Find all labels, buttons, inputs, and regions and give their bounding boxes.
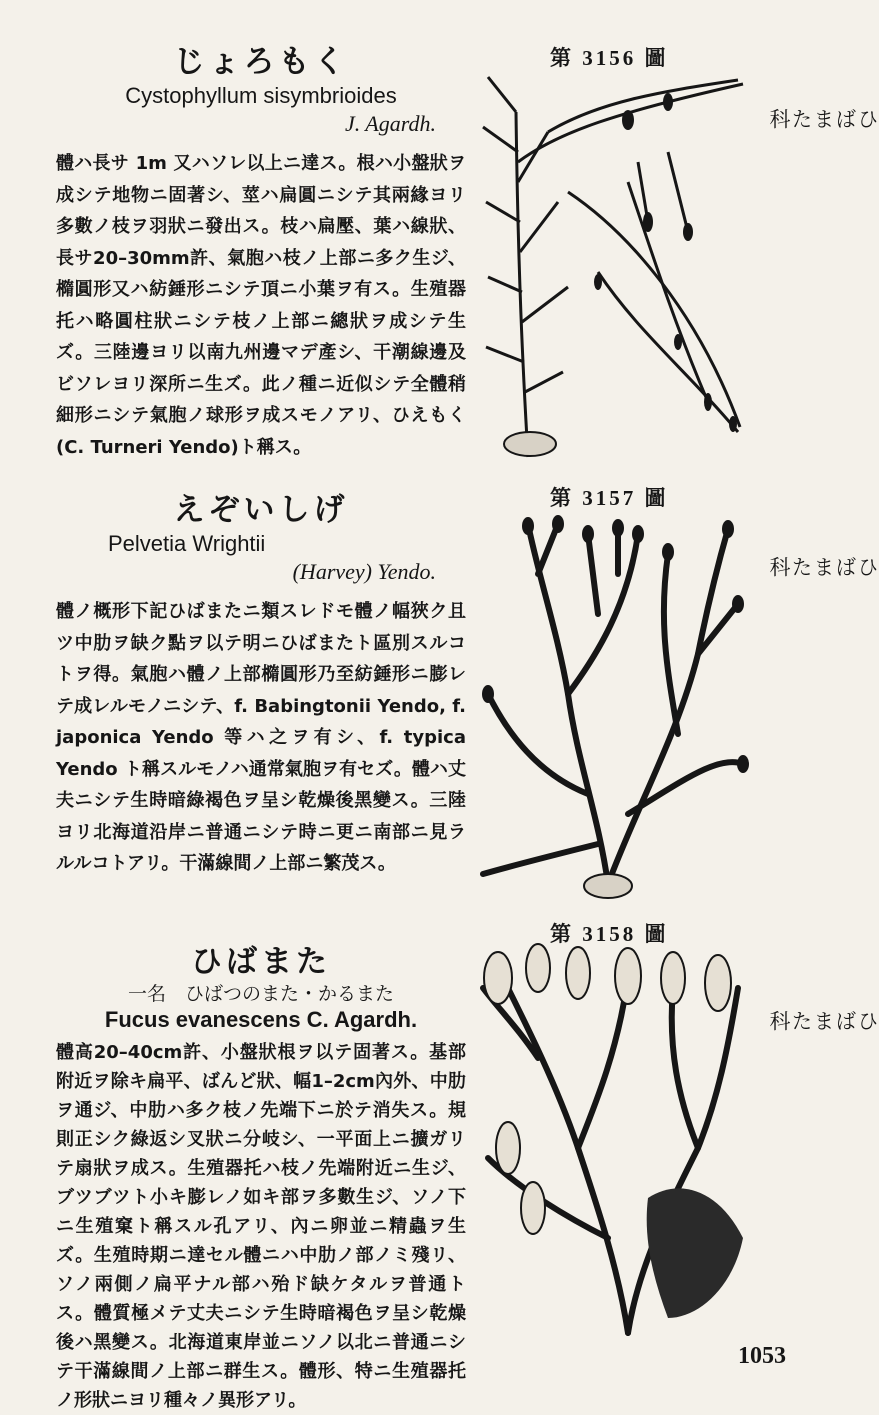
entry-text (56, 942, 466, 1415)
species-latin-name: Fucus evanescens C. Agardh. (104, 1007, 418, 1032)
seaweed-illustration (478, 514, 748, 904)
page-number: 1053 (738, 1343, 786, 1369)
family-label: ひばまた科 (767, 556, 879, 578)
seaweed-illustration (478, 72, 748, 462)
species-alternate-name: 一名 ひばつのまた・かるまた (127, 983, 394, 1005)
figure-label: 第 3157 圖 (550, 486, 669, 510)
species-latin-name: Pelvetia Wrightii (108, 531, 266, 556)
species-description: 體ノ概形下記ひばまたニ類スレドモ體ノ幅狹ク且ツ中肋ヲ缺ク點ヲ以テ明ニひばまたト區別スルコトヲ得。氣胞ハ體ノ上部橢圓形乃至紡錘形ニ膨レテ成レルモノニシテ、f. Babingtonii Yendo, f. japonica Yendo 等ハ之ヲ有シ、f. typica Yendo ト稱スルモノハ通常氣胞ヲ有セズ。體ハ丈夫ニシテ生時暗綠褐色ヲ呈シ乾燥後黑變ス。三陸ヨリ北海道沿岸ニ普通ニシテ時ニ更ニ南部ニ見ラルルコトアリ。干滿線間ノ上部ニ繁茂ス。 (56, 601, 466, 874)
entry-text (56, 490, 466, 880)
species-japanese-name: えぞいしげ (173, 492, 349, 528)
species-authority: J. Agardh. (344, 111, 436, 136)
figure-label: 第 3156 圖 (550, 46, 669, 70)
family-label: ひばまた科 (767, 108, 879, 130)
figure-label: 第 3158 圖 (550, 922, 669, 946)
species-description: 體ハ長サ 1m 又ハソレ以上ニ達ス。根ハ小盤狀ヲ成シテ地物ニ固著シ、莖ハ扁圓ニシテ其兩緣ヨリ多數ノ枝ヲ羽狀ニ發出ス。枝ハ扁壓、葉ハ線狀、長サ20–30mm許、氣胞ハ枝ノ上部ニ多ク生ジ、橢圓形又ハ紡錘形ニシテ頂ニ小葉ヲ有ス。生殖器托ハ略圓柱狀ニシテ枝ノ上部ニ總狀ヲ成シテ生ズ。三陸邊ヨリ以南九州邊マデ產シ、干潮線邊及ビソレヨリ深所ニ生ズ。此ノ種ニ近似シテ全體稍細形ニシテ氣胞ノ球形ヲ成スモノアリ、ひえもく(C. Turneri Yendo)ト稱ス。 (56, 153, 466, 458)
entry-text (56, 42, 466, 463)
species-japanese-name: ひばまた (191, 944, 331, 980)
species-latin-name: Cystophyllum sisymbrioides (125, 83, 397, 108)
seaweed-illustration (478, 948, 748, 1338)
family-label: ひばまた科 (767, 1010, 879, 1032)
species-japanese-name: じょろもく (173, 44, 349, 80)
species-authority: (Harvey) Yendo. (292, 559, 436, 584)
species-description: 體高20–40cm許、小盤狀根ヲ以テ固著ス。基部附近ヲ除キ扁平、ばんど狀、幅1–2cm內外、中肋ヲ通ジ、中肋ハ多ク枝ノ先端下ニ於テ消失ス。規則正シク綠返シ叉狀ニ分岐シ、一平面上ニ擴ガリテ扇狀ヲ成ス。生殖器托ハ枝ノ先端附近ニ生ジ、ブツブツト小キ膨レノ如キ部ヲ多數生ジ、ソノ下ニ生殖窠ト稱スル孔アリ、內ニ卵並ニ精蟲ヲ生ズ。生殖時期ニ達セル體ニハ中肋ノ部ノミ殘リ、ソノ兩側ノ扁平ナル部ハ殆ド缺ケタルヲ普通トス。體質極メテ丈夫ニシテ生時暗褐色ヲ呈シ乾燥後ハ黑變ス。北海道東岸並ニソノ以北ニ普通ニシテ干滿線間ノ上部ニ群生ス。體形、特ニ生殖器托ノ形狀ニヨリ種々ノ異形アリ。 (56, 1042, 466, 1411)
